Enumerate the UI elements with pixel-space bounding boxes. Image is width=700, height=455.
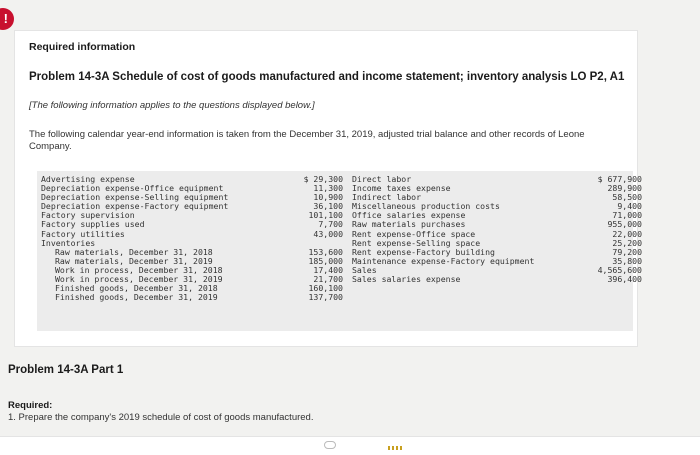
right-ledger-value-1: 289,900 (607, 183, 642, 194)
left-ledger-value-5: 7,700 (318, 219, 343, 230)
left-ledger-label-12: Finished goods, December 31, 2018 (55, 283, 218, 294)
left-ledger-label-11: Work in process, December 31, 2019 (55, 274, 223, 285)
left-ledger-value-2: 10,900 (313, 192, 343, 203)
bottom-toolbar (0, 436, 700, 455)
right-ledger-value-2: 58,500 (612, 192, 642, 203)
right-ledger-value-11: 396,400 (607, 274, 642, 285)
left-ledger-value-12: 160,100 (308, 283, 343, 294)
right-ledger-label-10: Sales (352, 264, 377, 275)
right-ledger-value-9: 35,800 (612, 255, 642, 266)
right-ledger-label-5: Raw materials purchases (352, 219, 466, 230)
problem-title: Problem 14-3A Schedule of cost of goods manufactured and income statement; inventory analysis LO P2, A1 (29, 71, 625, 83)
left-ledger-value-9: 185,000 (308, 255, 343, 266)
right-ledger-value-0: $ 677,900 (597, 174, 642, 184)
required-item-1: 1. Prepare the company's 2019 schedule of cost of goods manufactured. (8, 412, 314, 423)
right-ledger-value-5: 955,000 (607, 219, 642, 230)
right-ledger-label-1: Income taxes expense (352, 183, 451, 194)
left-ledger-value-6: 43,000 (313, 228, 343, 239)
left-ledger-label-9: Raw materials, December 31, 2019 (55, 255, 213, 266)
left-ledger-value-10: 17,400 (313, 264, 343, 275)
right-ledger-label-4: Office salaries expense (352, 210, 466, 221)
right-ledger-value-10: 4,565,600 (597, 264, 642, 275)
right-ledger-label-3: Miscellaneous production costs (352, 201, 500, 212)
left-ledger-label-0: Advertising expense (41, 174, 135, 184)
right-ledger-value-3: 9,400 (617, 201, 642, 212)
left-values-column (295, 175, 343, 302)
left-ledger-value-3: 36,100 (313, 201, 343, 212)
link-icon[interactable] (324, 441, 336, 449)
left-ledger-label-4: Factory supervision (41, 210, 135, 221)
left-ledger-value-4: 101,100 (308, 210, 343, 221)
right-ledger-value-6: 22,000 (612, 228, 642, 239)
trial-balance-table (37, 171, 642, 331)
right-ledger-label-2: Indirect labor (352, 192, 422, 203)
left-ledger-value-1: 11,300 (313, 183, 343, 194)
left-ledger-label-1: Depreciation expense-Office equipment (41, 183, 224, 194)
left-labels-column (41, 175, 228, 302)
required-information-card (14, 30, 642, 347)
left-ledger-label-5: Factory supplies used (41, 219, 145, 230)
right-ledger-label-6: Rent expense-Office space (352, 228, 476, 239)
required-heading: Required: (8, 400, 53, 411)
left-ledger-label-13: Finished goods, December 31, 2019 (55, 292, 218, 303)
right-ledger-value-4: 71,000 (612, 210, 642, 221)
right-values-column (597, 175, 642, 284)
instruction-note: [The following information applies to the questions displayed below.] (29, 100, 315, 111)
right-ledger-label-8: Rent expense-Factory building (352, 246, 495, 257)
right-ledger-label-9: Maintenance expense-Factory equipment (352, 255, 535, 266)
left-ledger-label-7: Inventories (41, 237, 96, 248)
dots-icon[interactable] (388, 446, 404, 450)
right-ledger-label-0: Direct labor (352, 174, 412, 184)
right-labels-column (352, 175, 534, 284)
left-ledger-value-11: 21,700 (313, 274, 343, 285)
required-information-heading: Required information (29, 41, 136, 53)
left-ledger-label-6: Factory utilities (41, 228, 125, 239)
left-ledger-label-3: Depreciation expense-Factory equipment (41, 201, 229, 212)
right-ledger-value-8: 79,200 (612, 246, 642, 257)
left-ledger-label-8: Raw materials, December 31, 2018 (55, 246, 213, 257)
problem-description: The following calendar year-end information is taken from the December 31, 2019, adjusted trial balance and other records of Leone Company. (29, 129, 585, 152)
left-ledger-value-13: 137,700 (308, 292, 343, 303)
left-ledger-value-8: 153,600 (308, 246, 343, 257)
left-ledger-label-2: Depreciation expense-Selling equipment (41, 192, 229, 203)
right-ledger-label-7: Rent expense-Selling space (352, 237, 481, 248)
left-ledger-value-0: $ 29,300 (303, 174, 343, 184)
part-title: Problem 14-3A Part 1 (8, 364, 124, 376)
right-ledger-value-7: 25,200 (612, 237, 642, 248)
left-ledger-label-10: Work in process, December 31, 2018 (55, 264, 223, 275)
alert-icon: ! (0, 8, 14, 30)
right-ledger-label-11: Sales salaries expense (352, 274, 461, 285)
